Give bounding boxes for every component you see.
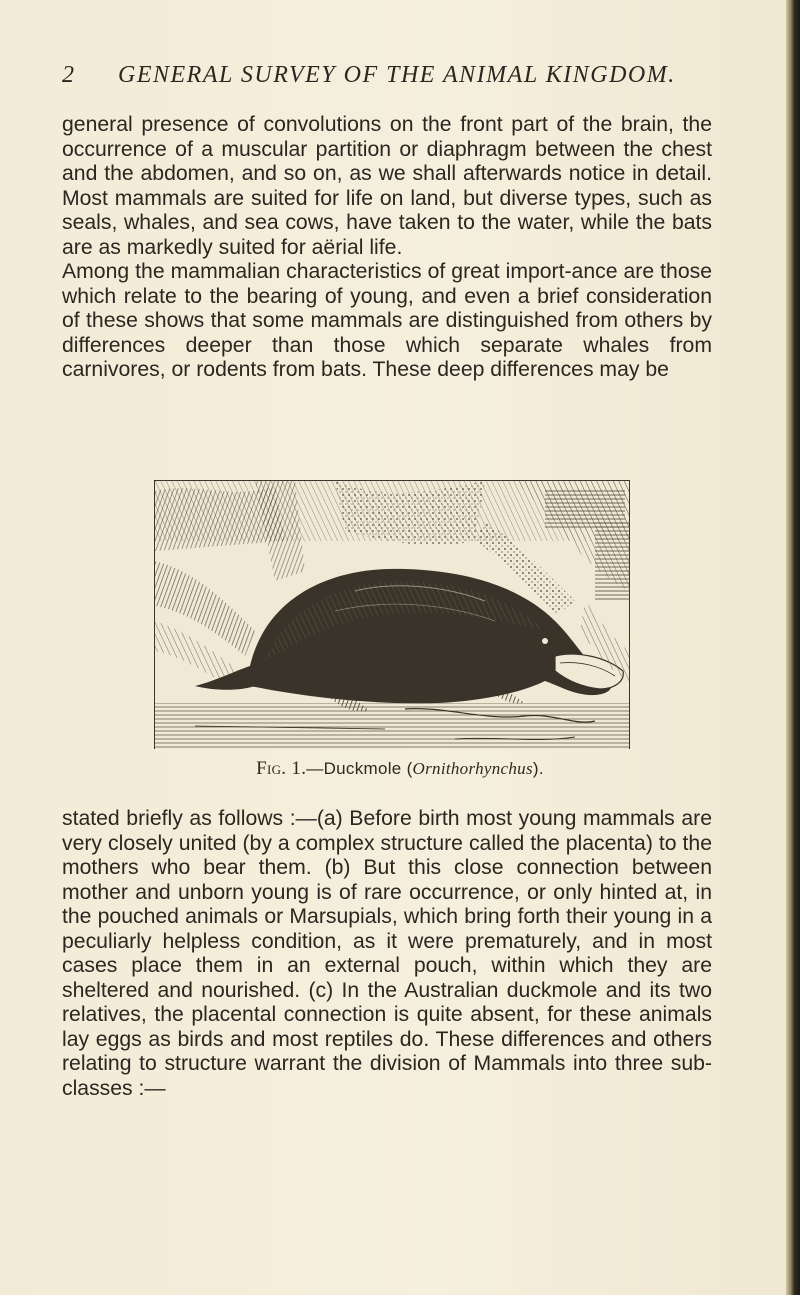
page-number: 2 [62,62,74,88]
platypus-engraving [155,481,629,749]
figure-caption-end: ). [532,759,544,778]
figure-caption [0,758,800,780]
figure-caption-latin: Ornithorhynchus [412,759,533,778]
figure-caption-text: —Duckmole ( [306,759,413,778]
paragraph-3 [62,807,712,1101]
figure-label: Fig. 1. [256,758,307,779]
page-header [62,58,722,92]
paragraph-2-text: Among the mammalian characteristics of great import-ance are those which relate to the bearing of young, and even a brief consideration of these shows that some mammals are distinguished from others by differences deeper than those which separate whales from carnivores, or rodents from bats. These deep differences may be [62,260,712,381]
paragraph-1 [62,113,712,260]
paragraph-2 [62,260,712,383]
duckmole-illustration [154,480,630,749]
paragraph-3-text: stated briefly as follows :—(a) Before birth most young mammals are very closely united (by a complex structure called the placenta) to the mothers who bear them. (b) But this close connection between mother and unborn young is of rare occurrence, or only hinted at, in the pouched animals or Marsupials, which bring forth their young in a peculiarly helpless condition, as it were prematurely, and in most cases place them in an external pouch, within which they are sheltered and nourished. (c) In the Australian duckmole and its two relatives, the placental connection is quite absent, for these animals lay eggs as birds and most reptiles do. These differences and others relating to structure warrant the division of Mammals into three sub-classes :— [62,807,712,1100]
paragraph-1-text: general presence of convolutions on the front part of the brain, the occurrence of a muscular partition or diaphragm between the chest and the abdomen, and so on, as we shall afterwards notice in detail. Most mammals are suited for life on land, but diverse types, such as seals, whales, and sea cows, have taken to the water, while the bats are as markedly suited for aërial life. [62,113,712,259]
running-head: GENERAL SURVEY OF THE ANIMAL KINGDOM. [118,62,676,88]
page-edge-shadow [786,0,800,1295]
